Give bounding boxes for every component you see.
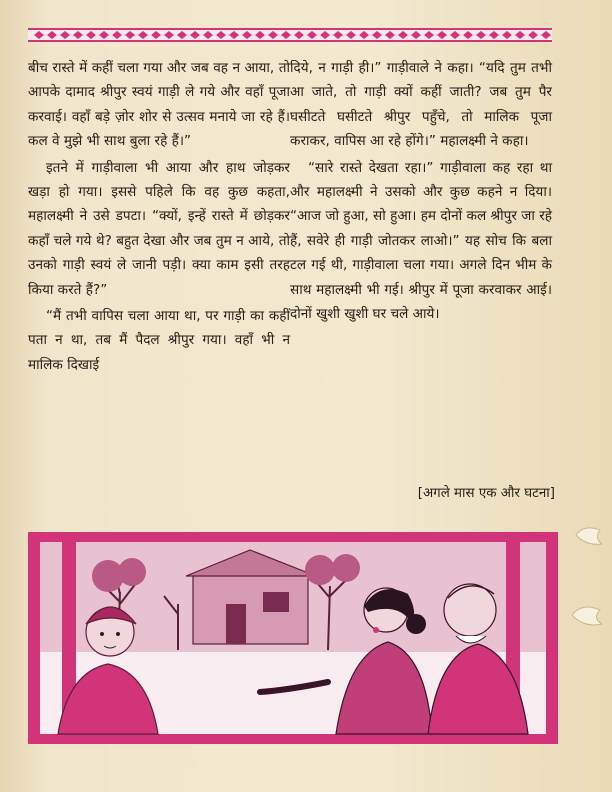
paper-tear-mark — [574, 520, 604, 550]
paragraph: “सारे रास्ते देखता रहा।” गाड़ीवाला कह रहा था और महालक्ष्मी ने उसको और कुछ कहने न दिया। “आज जो हुआ, सो हुआ। हम दोनों कल श्रीपुर जा रहे हैं, सवेरे ही गाड़ी जोतकर लाओ।” यह सोच कि बला टल गई थी, गाड़ीवाला चला गया। अगले दिन भीम के साथ महालक्ष्मी भी गई। श्रीपुर में पूजा करवाकर आई। दोनों खुशी खुशी घर चले आये। — [290, 159, 552, 323]
decorative-border — [28, 28, 552, 42]
right-text-column — [290, 56, 552, 326]
paragraph: दिये, न गाड़ी ही।” गाड़ीवाले ने कहा। “यदि तुम तभी आ जाते, तो गाड़ी क्यों कहीं जाती? जब तुम पैर घसीटते घसीटते श्रीपुर पहुँचे, तो मालिक पूजा कराकर, वापिस आ रहे होंगे।” महालक्ष्मी ने कहा। — [290, 60, 552, 150]
story-illustration — [28, 532, 558, 744]
paragraph: “मैं तभी वापिस चला आया था, पर गाड़ी का कहीं पता न था, तब मैं पैदल श्रीपुर गया। वहाँ भी न मालिक दिखाई — [28, 308, 290, 373]
paragraph: इतने में गाड़ीवाला भी आया और हाथ जोड़कर खड़ा हो गया। इससे पहिले कि वह कुछ कहता, महालक्ष्मी ने उसे डपटा। “क्यों, इन्हें रास्ते में छोड़कर कहाँ चले गये थे? बहुत देखा और जब तुम न आये, तो उनको गाड़ी स्वयं ले जानी पड़ी। क्या काम इसी तरह किया करते हैं?” — [28, 159, 290, 298]
paper-tear-mark — [570, 600, 604, 630]
next-month-note: [अगले मास एक और घटना] — [417, 486, 555, 501]
left-text-column — [28, 56, 290, 377]
paragraph: बीच रास्ते में कहीं चला गया और जब वह न आया, तो आपके दामाद श्रीपुर स्वयं गाड़ी ले गये और वहाँ पूजा करवाई। वहाँ बड़े ज़ोर शोर से उत्सव मनाये जा रहे हैं। कल वे मुझे भी साथ बुला रहे हैं।” — [28, 60, 290, 150]
